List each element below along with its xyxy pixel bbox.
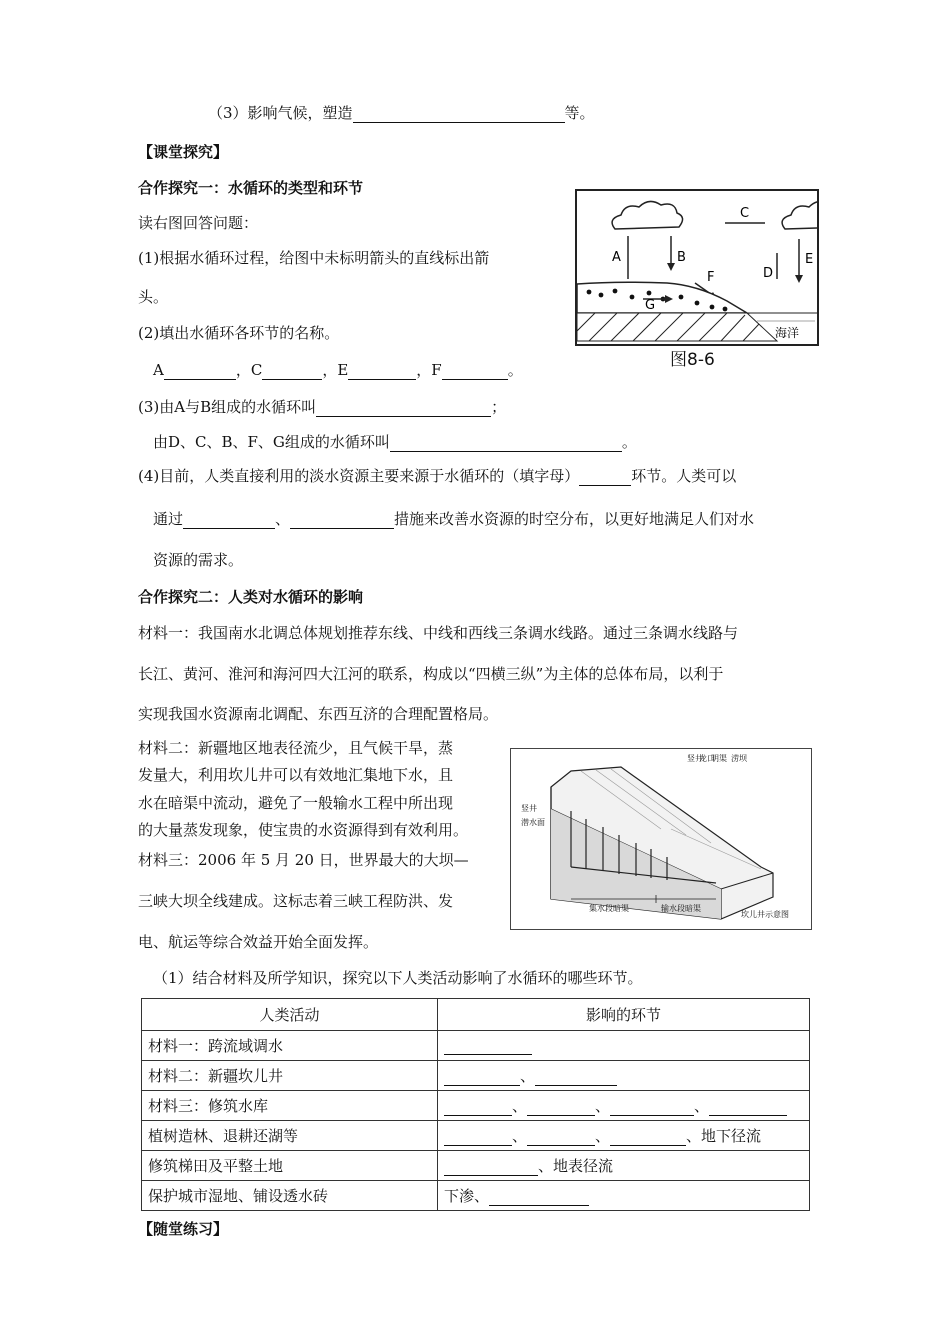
label-f: ，F <box>416 361 442 379</box>
coop1-q3-line2 <box>153 432 637 452</box>
m2-line4: 的大量蒸发现象，使宝贵的水资源得到有效利用。 <box>138 821 469 839</box>
coop1-q4-line1 <box>138 466 736 486</box>
blank-field[interactable] <box>610 1129 686 1146</box>
blank-a[interactable] <box>164 363 236 380</box>
m1-line3: 实现我国水资源南北调配、东西互济的合理配置格局。 <box>138 705 499 723</box>
e-arrow-head <box>795 275 803 283</box>
impact-cell: 、 、 、地下径流 <box>438 1121 810 1151</box>
label-a-text: A <box>612 250 621 265</box>
label-a: A <box>153 361 164 379</box>
q4-text-a: (4)目前，人类直接利用的淡水资源主要来源于水循环的（填字母） <box>138 467 580 485</box>
blank-field[interactable] <box>444 1159 538 1176</box>
impact-cell <box>438 1181 810 1211</box>
table-row <box>142 1181 810 1211</box>
karez-figure <box>510 748 812 930</box>
header-impact: 影响的环节 <box>438 999 810 1031</box>
water-cycle-figure <box>575 189 819 346</box>
q3-suffix: 等。 <box>564 104 595 122</box>
label-f-text: F <box>707 270 715 285</box>
label-e-text: E <box>805 252 814 267</box>
m3-line2: 三峡大坝全线建成。这标志着三峡工程防洪、发 <box>138 892 454 910</box>
impact-suffix: 、地表径流 <box>538 1157 614 1175</box>
label-shaft-side: 竖井 <box>521 804 537 813</box>
q3-end: ； <box>491 398 507 416</box>
table-row <box>142 1031 810 1061</box>
q3-text2: 由D、C、B、F、G组成的水循环叫 <box>153 433 390 451</box>
karez-diagram <box>511 749 811 929</box>
blank-field[interactable] <box>709 1099 787 1116</box>
cloud-right-icon <box>782 201 817 229</box>
blank-field[interactable] <box>489 1189 589 1206</box>
blank-e[interactable] <box>348 363 416 380</box>
q4-sep: 、 <box>275 510 291 528</box>
m2-line3: 水在暗渠中流动，避免了一般输水工程中所出现 <box>138 794 454 812</box>
m3-line1: 材料三：2006 年 5 月 20 日，世界最大的大坝— <box>138 851 469 869</box>
coop1-intro: 读右图回答问题： <box>138 214 259 232</box>
coop2-title: 合作探究二：人类对水循环的影响 <box>138 588 364 606</box>
coop1-q2: (2)填出水循环各环节的名称。 <box>138 324 340 342</box>
blank-letter[interactable] <box>579 469 631 486</box>
table-row <box>142 1061 810 1091</box>
table-row <box>142 1121 810 1151</box>
label-open-canal: 明渠 <box>711 754 727 763</box>
label-e: ，E <box>322 361 349 379</box>
q3-prefix: （3）影响气候，塑造 <box>208 104 353 122</box>
q4-text-d: 措施来改善水资源的时空分布，以更好地满足人们对水 <box>394 510 755 528</box>
table-header-row <box>142 999 810 1031</box>
e-arrow <box>841 237 861 297</box>
label-b-text: B <box>677 250 686 265</box>
q3-line <box>208 103 595 123</box>
blank-f[interactable] <box>442 363 508 380</box>
section-heading-practice: 【随堂练习】 <box>138 1220 229 1238</box>
label-outlet: 龙口 <box>699 754 715 763</box>
blank-field[interactable] <box>444 1099 512 1116</box>
impact-prefix: 下渗、 <box>444 1187 490 1205</box>
label-water-table: 潜水面 <box>521 818 545 827</box>
blank-ab-cycle[interactable] <box>316 400 491 417</box>
b-arrow-head <box>667 263 675 271</box>
header-activity: 人类活动 <box>142 999 438 1031</box>
activity-cell: 修筑梯田及平整土地 <box>142 1151 438 1181</box>
blank-measure-1[interactable] <box>183 512 275 529</box>
label-collect: 集水段暗渠 <box>589 904 629 913</box>
label-shaft-top: 竖井 <box>687 754 703 763</box>
q3-end2: 。 <box>621 433 637 451</box>
table-row <box>142 1091 810 1121</box>
ocean-label: 海洋 <box>775 326 800 340</box>
blank-field[interactable] <box>444 1038 532 1055</box>
m1-line2: 长江、黄河、淮河和海河四大江河的联系，构成以“四横三纵”为主体的总体布局，以利于 <box>138 665 724 683</box>
impact-cell <box>438 1031 810 1061</box>
label-dam: 涝坝 <box>731 754 747 763</box>
activity-cell: 材料三：修筑水库 <box>142 1091 438 1121</box>
coop1-q4-line2 <box>153 509 754 529</box>
m3-line3: 电、航运等综合效益开始全面发挥。 <box>138 933 379 951</box>
blank-measure-2[interactable] <box>290 512 394 529</box>
activity-cell: 植树造林、退耕还湖等 <box>142 1121 438 1151</box>
label-transport: 输水段暗渠 <box>661 904 701 913</box>
m1-line1: 材料一：我国南水北调总体规划推荐东线、中线和西线三条调水线路。通过三条调水线路与 <box>138 624 739 642</box>
label-c-text: C <box>740 206 750 221</box>
figure1-caption: 图8-6 <box>670 350 715 370</box>
m2-line1: 材料二：新疆地区地表径流少，且气候干旱，蒸 <box>138 739 454 757</box>
activity-cell: 材料一：跨流域调水 <box>142 1031 438 1061</box>
blank-field[interactable] <box>527 1129 595 1146</box>
coop1-q4-line3: 资源的需求。 <box>153 551 244 569</box>
blank-dcbfg-cycle[interactable] <box>390 435 622 452</box>
blank-field[interactable] <box>535 1069 617 1086</box>
m2-line2: 发量大，利用坎儿井可以有效地汇集地下水，且 <box>138 766 454 784</box>
coop1-title: 合作探究一：水循环的类型和环节 <box>138 179 364 197</box>
bedrock-hatch <box>577 313 777 341</box>
q4-text-c: 通过 <box>153 510 184 528</box>
blank-field[interactable] <box>353 106 565 123</box>
coop2-task: （1）结合材料及所学知识，探究以下人类活动影响了水循环的哪些环节。 <box>153 969 643 987</box>
label-karez-caption: 坎儿井示意图 <box>741 910 789 919</box>
cloud-left-icon <box>612 201 682 229</box>
impact-cell: 、 <box>438 1061 810 1091</box>
impact-suffix: 、地下径流 <box>686 1127 762 1145</box>
coop1-q1-line2: 头。 <box>138 288 169 306</box>
label-d-text: D <box>763 266 774 281</box>
label-c: ，C <box>235 361 263 379</box>
period: 。 <box>507 361 523 379</box>
coop1-q3-line1 <box>138 397 506 417</box>
section-heading-class: 【课堂探究】 <box>138 143 229 161</box>
activity-cell: 保护城市湿地、铺设透水砖 <box>142 1181 438 1211</box>
coop1-q2-fill-line <box>153 360 523 380</box>
table-row <box>142 1151 810 1181</box>
blank-c[interactable] <box>262 363 322 380</box>
activity-cell: 材料二：新疆坎儿井 <box>142 1061 438 1091</box>
coop1-q1-line1: (1)根据水循环过程，给图中未标明箭头的直线标出箭 <box>138 249 490 267</box>
activity-table <box>141 998 810 1211</box>
blank-field[interactable] <box>444 1129 512 1146</box>
q4-text-b: 环节。人类可以 <box>631 467 737 485</box>
impact-cell <box>438 1151 810 1181</box>
label-g-text: G <box>645 298 656 313</box>
blank-field[interactable] <box>527 1099 595 1116</box>
water-cycle-diagram <box>577 191 817 344</box>
impact-cell: 、 、 、 <box>438 1091 810 1121</box>
blank-field[interactable] <box>610 1099 694 1116</box>
blank-field[interactable] <box>444 1069 520 1086</box>
q3-text: (3)由A与B组成的水循环叫 <box>138 398 317 416</box>
